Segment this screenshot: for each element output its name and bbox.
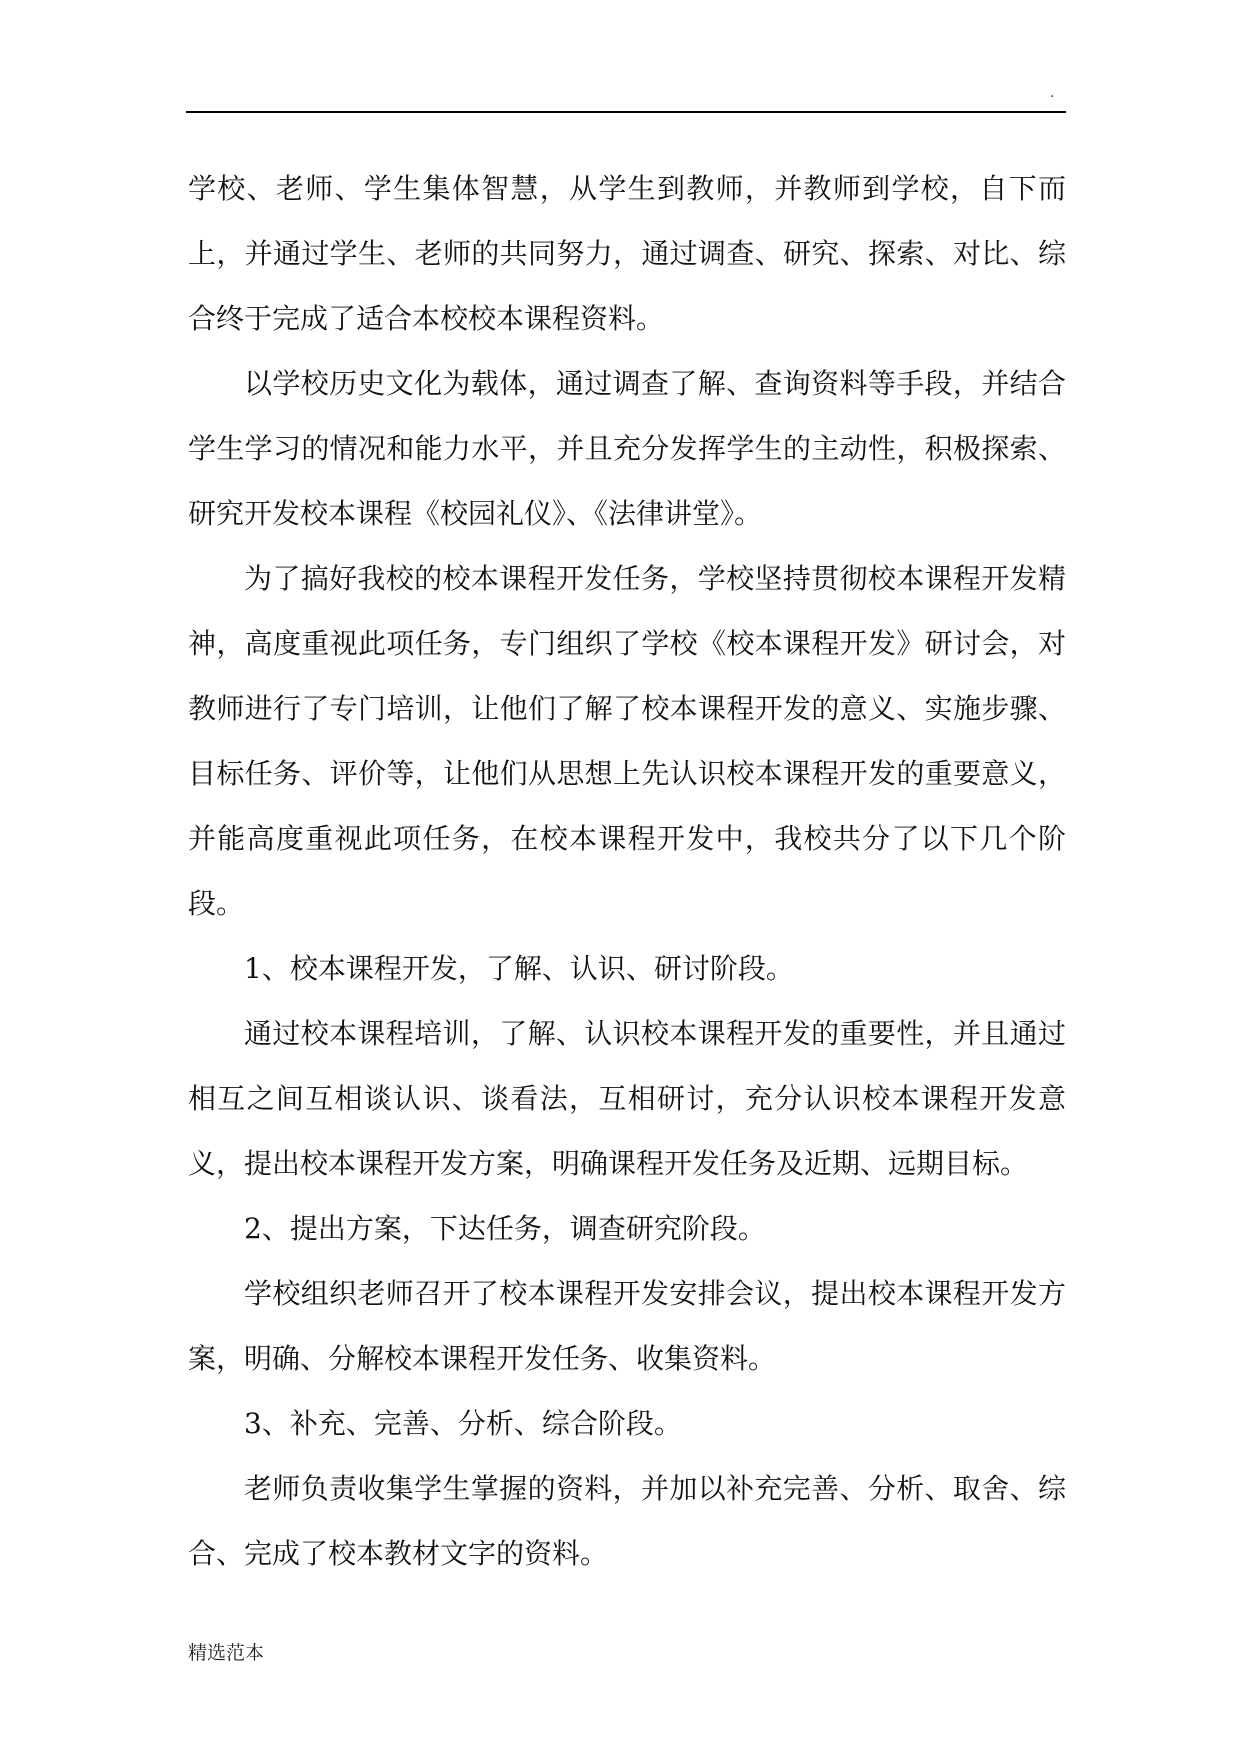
paragraph-2: 以学校历史文化为载体，通过调查了解、查询资料等手段，并结合学生学习的情况和能力水平，并且充分发挥学生的主动性，积极探索、研究开发校本课程《校园礼仪》、《法律讲堂》。 [188,367,1066,530]
paragraph-stage-3: 老师负责收集学生掌握的资料，并加以补充完善、分析、取舍、综合、完成了校本教材文字的资料。 [188,1472,1066,1570]
stage-3-heading: 3、补充、完善、分析、综合阶段。 [244,1407,682,1440]
document-body [188,156,1066,1586]
paragraph-stage-1: 通过校本课程培训，了解、认识校本课程开发的重要性，并且通过相互之间互相谈认识、谈看法，互相研讨，充分认识校本课程开发意义，提出校本课程开发方案，明确课程开发任务及近期、远期目标。 [188,1017,1066,1180]
paragraph-3: 为了搞好我校的校本课程开发任务，学校坚持贯彻校本课程开发精神，高度重视此项任务，专门组织了学校《校本课程开发》研讨会，对教师进行了专门培训，让他们了解了校本课程开发的意义、实施步骤、目标任务、评价等，让他们从思想上先认识校本课程开发的重要意义，并能高度重视此项任务，在校本课程开发中，我校共分了以下几个阶段。 [188,562,1066,920]
stage-1-heading: 1、校本课程开发，了解、认识、研讨阶段。 [244,952,794,985]
stage-2-heading: 2、提出方案，下达任务，调查研究阶段。 [244,1212,766,1245]
header-mark: . [1050,85,1055,101]
header-rule [186,111,1066,113]
footer-label: 精选范本 [188,1642,265,1664]
paragraph-stage-2: 学校组织老师召开了校本课程开发安排会议，提出校本课程开发方案，明确、分解校本课程开发任务、收集资料。 [188,1277,1066,1375]
paragraph-1: 学校、老师、学生集体智慧，从学生到教师，并教师到学校，自下而上，并通过学生、老师的共同努力，通过调查、研究、探索、对比、综合终于完成了适合本校校本课程资料。 [188,172,1066,335]
